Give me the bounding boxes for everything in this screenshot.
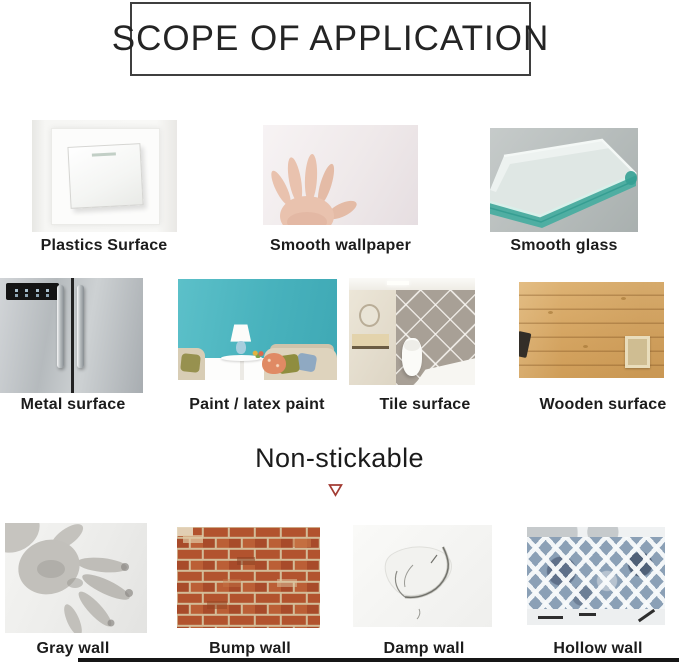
label-hollow-wall: Hollow wall — [553, 640, 643, 657]
label-smooth-wallpaper: Smooth wallpaper — [270, 237, 411, 254]
switch-rocker — [67, 143, 143, 209]
lamp-body — [236, 341, 246, 354]
bottom-crop-strip — [78, 658, 679, 662]
label-paint-latex: Paint / latex paint — [189, 396, 325, 413]
rail-mark — [538, 616, 563, 619]
fridge-handle-right — [77, 285, 84, 368]
label-gray-wall: Gray wall — [36, 640, 110, 657]
pillow-orange — [262, 353, 286, 374]
small-picture-frame — [625, 336, 650, 369]
chair-pillow — [180, 353, 201, 373]
fridge-control-panel — [6, 283, 59, 300]
gray-hand-icon — [5, 523, 147, 633]
glass-corner-photo — [490, 128, 638, 232]
label-metal-surface: Metal surface — [20, 396, 126, 413]
fridge-doors-photo — [0, 278, 143, 393]
switch-indicator — [92, 153, 116, 157]
label-wooden-surface: Wooden surface — [539, 396, 667, 413]
lattice-hollow-wall-photo — [527, 527, 665, 625]
brick-pattern — [177, 527, 320, 628]
light-switch-photo — [32, 120, 177, 232]
table-leg — [240, 360, 244, 380]
label-smooth-glass: Smooth glass — [510, 237, 618, 254]
wood-plank-photo — [519, 282, 664, 378]
hand-icon — [267, 140, 367, 225]
label-plastics-surface: Plastics Surface — [40, 237, 168, 254]
lattice-grid — [527, 537, 665, 610]
label-bump-wall: Bump wall — [209, 640, 291, 657]
crack-icon — [353, 525, 492, 627]
ceiling-light — [387, 281, 410, 285]
toilet-lid — [404, 340, 420, 351]
hand-on-wallpaper-photo — [263, 125, 418, 225]
bathroom-tile-photo — [349, 278, 475, 385]
glass-pane-icon — [490, 128, 638, 232]
peeling-paint-wall-photo — [353, 525, 492, 627]
wood-knot — [548, 311, 553, 314]
rail-mark — [579, 613, 596, 616]
down-triangle-icon — [327, 483, 344, 498]
page-title: SCOPE OF APPLICATION — [111, 19, 550, 58]
vanity-cabinet — [352, 334, 390, 349]
fridge-handle-left — [57, 285, 64, 368]
teal-painted-wall-room-photo — [178, 279, 337, 380]
title-box — [111, 2, 550, 76]
label-tile-surface: Tile surface — [379, 396, 471, 413]
fridge-panel-icon — [15, 289, 18, 292]
flowers — [251, 350, 265, 358]
brick-wall-photo — [177, 527, 320, 628]
ceiling — [349, 278, 475, 290]
dusty-gray-hand-photo — [5, 523, 147, 633]
label-damp-wall: Damp wall — [383, 640, 465, 657]
lattice-top-rail — [527, 527, 665, 537]
fridge-panel-icon — [36, 289, 39, 292]
non-stickable-heading: Non-stickable — [255, 443, 424, 473]
switch-plate — [51, 128, 160, 225]
fridge-door-gap — [71, 278, 74, 393]
